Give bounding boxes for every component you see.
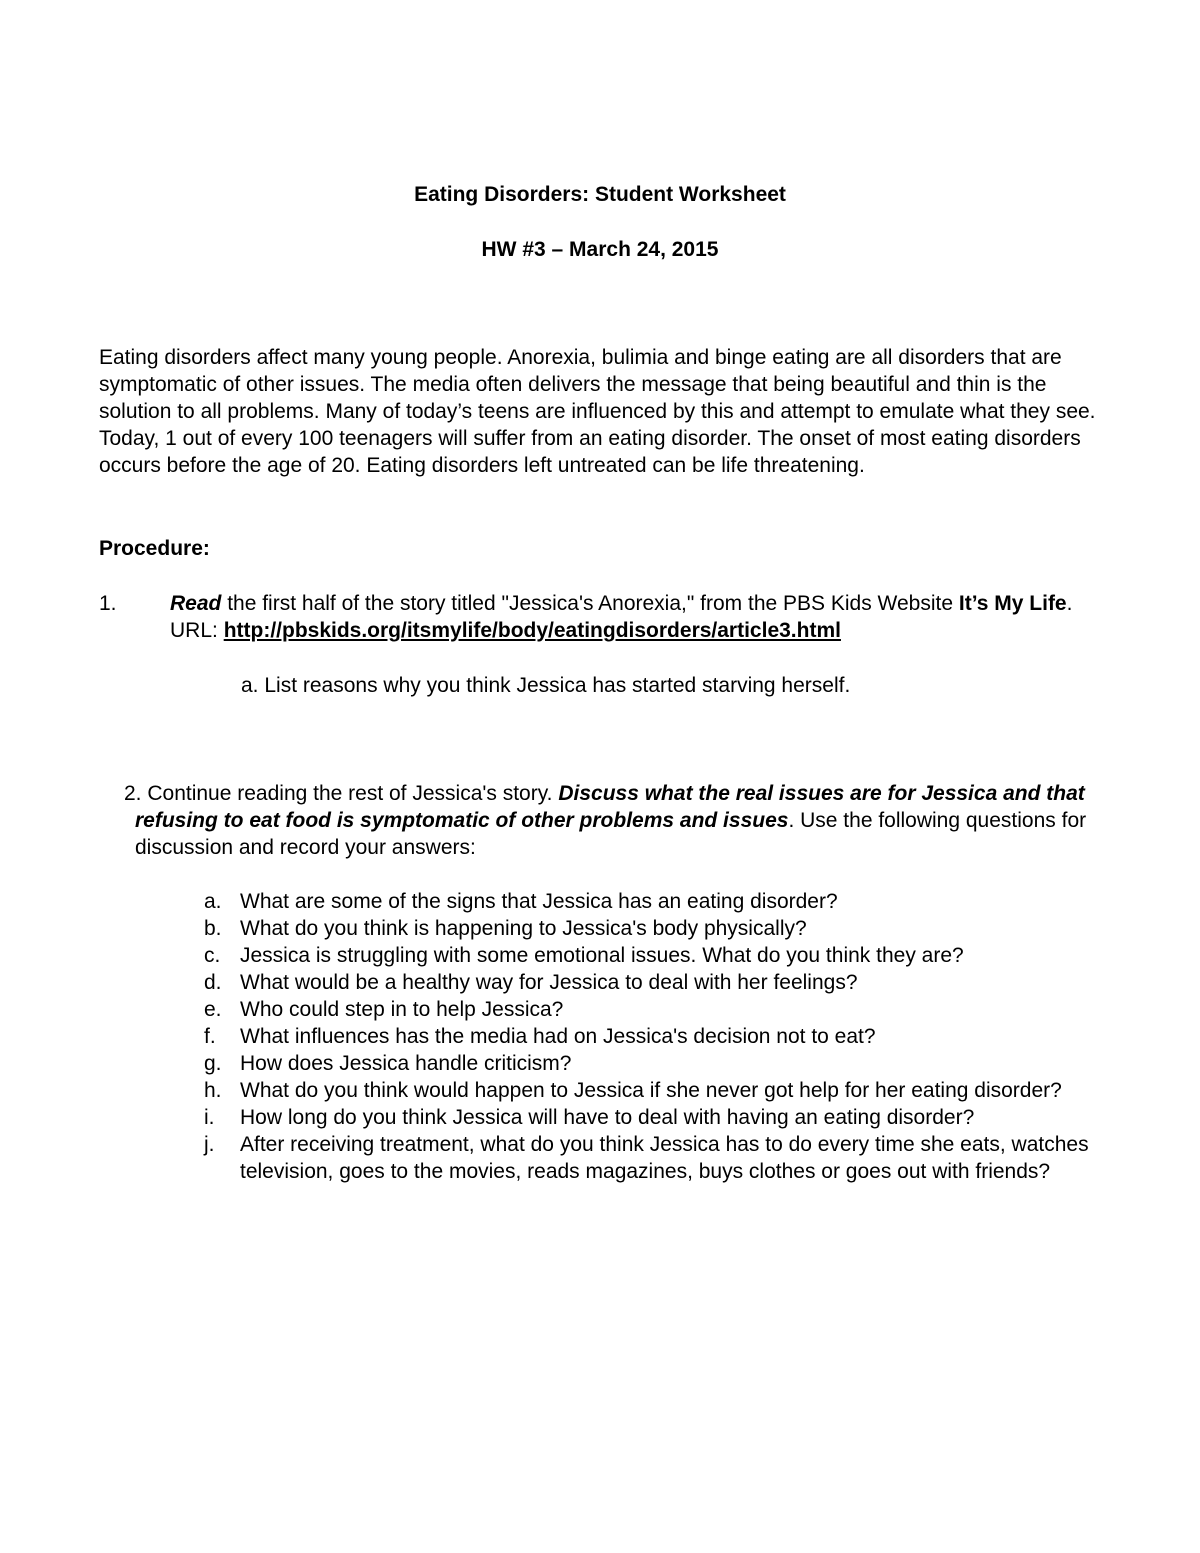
read-emphasis: Read [170,592,222,615]
step-2-text-part1: Continue reading the rest of Jessica's story. [141,782,559,805]
question-text: What would be a healthy way for Jessica to deal with her feelings? [240,971,858,994]
article-url-link[interactable]: http://pbskids.org/itsmylife/body/eatingdisorders/article3.html [223,619,841,642]
list-item [204,1023,1114,1050]
step-1-sub-a: a. List reasons why you think Jessica has started starving herself. [241,674,851,697]
question-text: After receiving treatment, what do you think Jessica has to do every time she eats, watches television, goes to the movies, reads magazines, buys clothes or goes out with friends? [240,1133,1089,1183]
list-item [204,888,1114,915]
procedure-heading: Procedure: [99,537,210,560]
question-letter: g. [204,1052,222,1075]
list-item [204,942,1114,969]
step-1-text [170,590,1110,644]
question-letter: i. [204,1106,215,1129]
list-item [204,996,1114,1023]
step-2-text-part2: . Use the following questions for discussion and record your answers: [135,809,1087,859]
list-item [204,1050,1114,1077]
step-2 [99,780,1109,861]
question-text: Jessica is struggling with some emotional issues. What do you think they are? [240,944,964,967]
discussion-questions-list [204,888,1114,1185]
list-item [204,915,1114,942]
question-letter: f. [204,1025,216,1048]
list-item [204,969,1114,996]
site-name: It’s My Life [958,592,1067,615]
question-text: What do you think is happening to Jessica's body physically? [240,917,807,940]
question-text: What influences has the media had on Jessica's decision not to eat? [240,1025,876,1048]
question-text: What are some of the signs that Jessica has an eating disorder? [240,890,838,913]
question-text: How long do you think Jessica will have to deal with having an eating disorder? [240,1106,975,1129]
homework-date: HW #3 – March 24, 2015 [481,238,719,261]
question-letter: b. [204,917,222,940]
list-item [204,1131,1114,1185]
step-2-emphasis: Discuss what the real issues are for Jessica and that refusing to eat food is symptomatic of other problems and issues [135,782,1085,832]
question-letter: c. [204,944,221,967]
intro-paragraph: Eating disorders affect many young people. Anorexia, bulimia and binge eating are all disorders that are symptomatic of other issues. The media often delivers the message that being beautiful and thin is the solution to all problems. Many of today’s teens are influenced by this and attempt to emulate what they see. Today, 1 out of every 100 teenagers will suffer from an eating disorder. The onset of most eating disorders occurs before the age of 20. Eating disorders left untreated can be life threatening. [99,346,1096,477]
step-2-text [124,780,1109,861]
step-2-number: 2. [124,782,142,805]
question-letter: a. [204,890,222,913]
question-text: Who could step in to help Jessica? [240,998,564,1021]
list-item [204,1104,1114,1131]
question-text: What do you think would happen to Jessica if she never got help for her eating disorder? [240,1079,1062,1102]
question-letter: d. [204,971,222,994]
page-title: Eating Disorders: Student Worksheet [414,183,786,206]
question-letter: e. [204,998,222,1021]
question-letter: h. [204,1079,222,1102]
step-1-text-part2: . URL: [170,592,1073,642]
step-1-number: 1. [99,592,117,615]
question-letter: j. [204,1133,215,1156]
step-1-text-part1: the first half of the story titled "Jessica's Anorexia," from the PBS Kids Website [221,592,959,615]
list-item [204,1077,1114,1104]
question-text: How does Jessica handle criticism? [240,1052,572,1075]
